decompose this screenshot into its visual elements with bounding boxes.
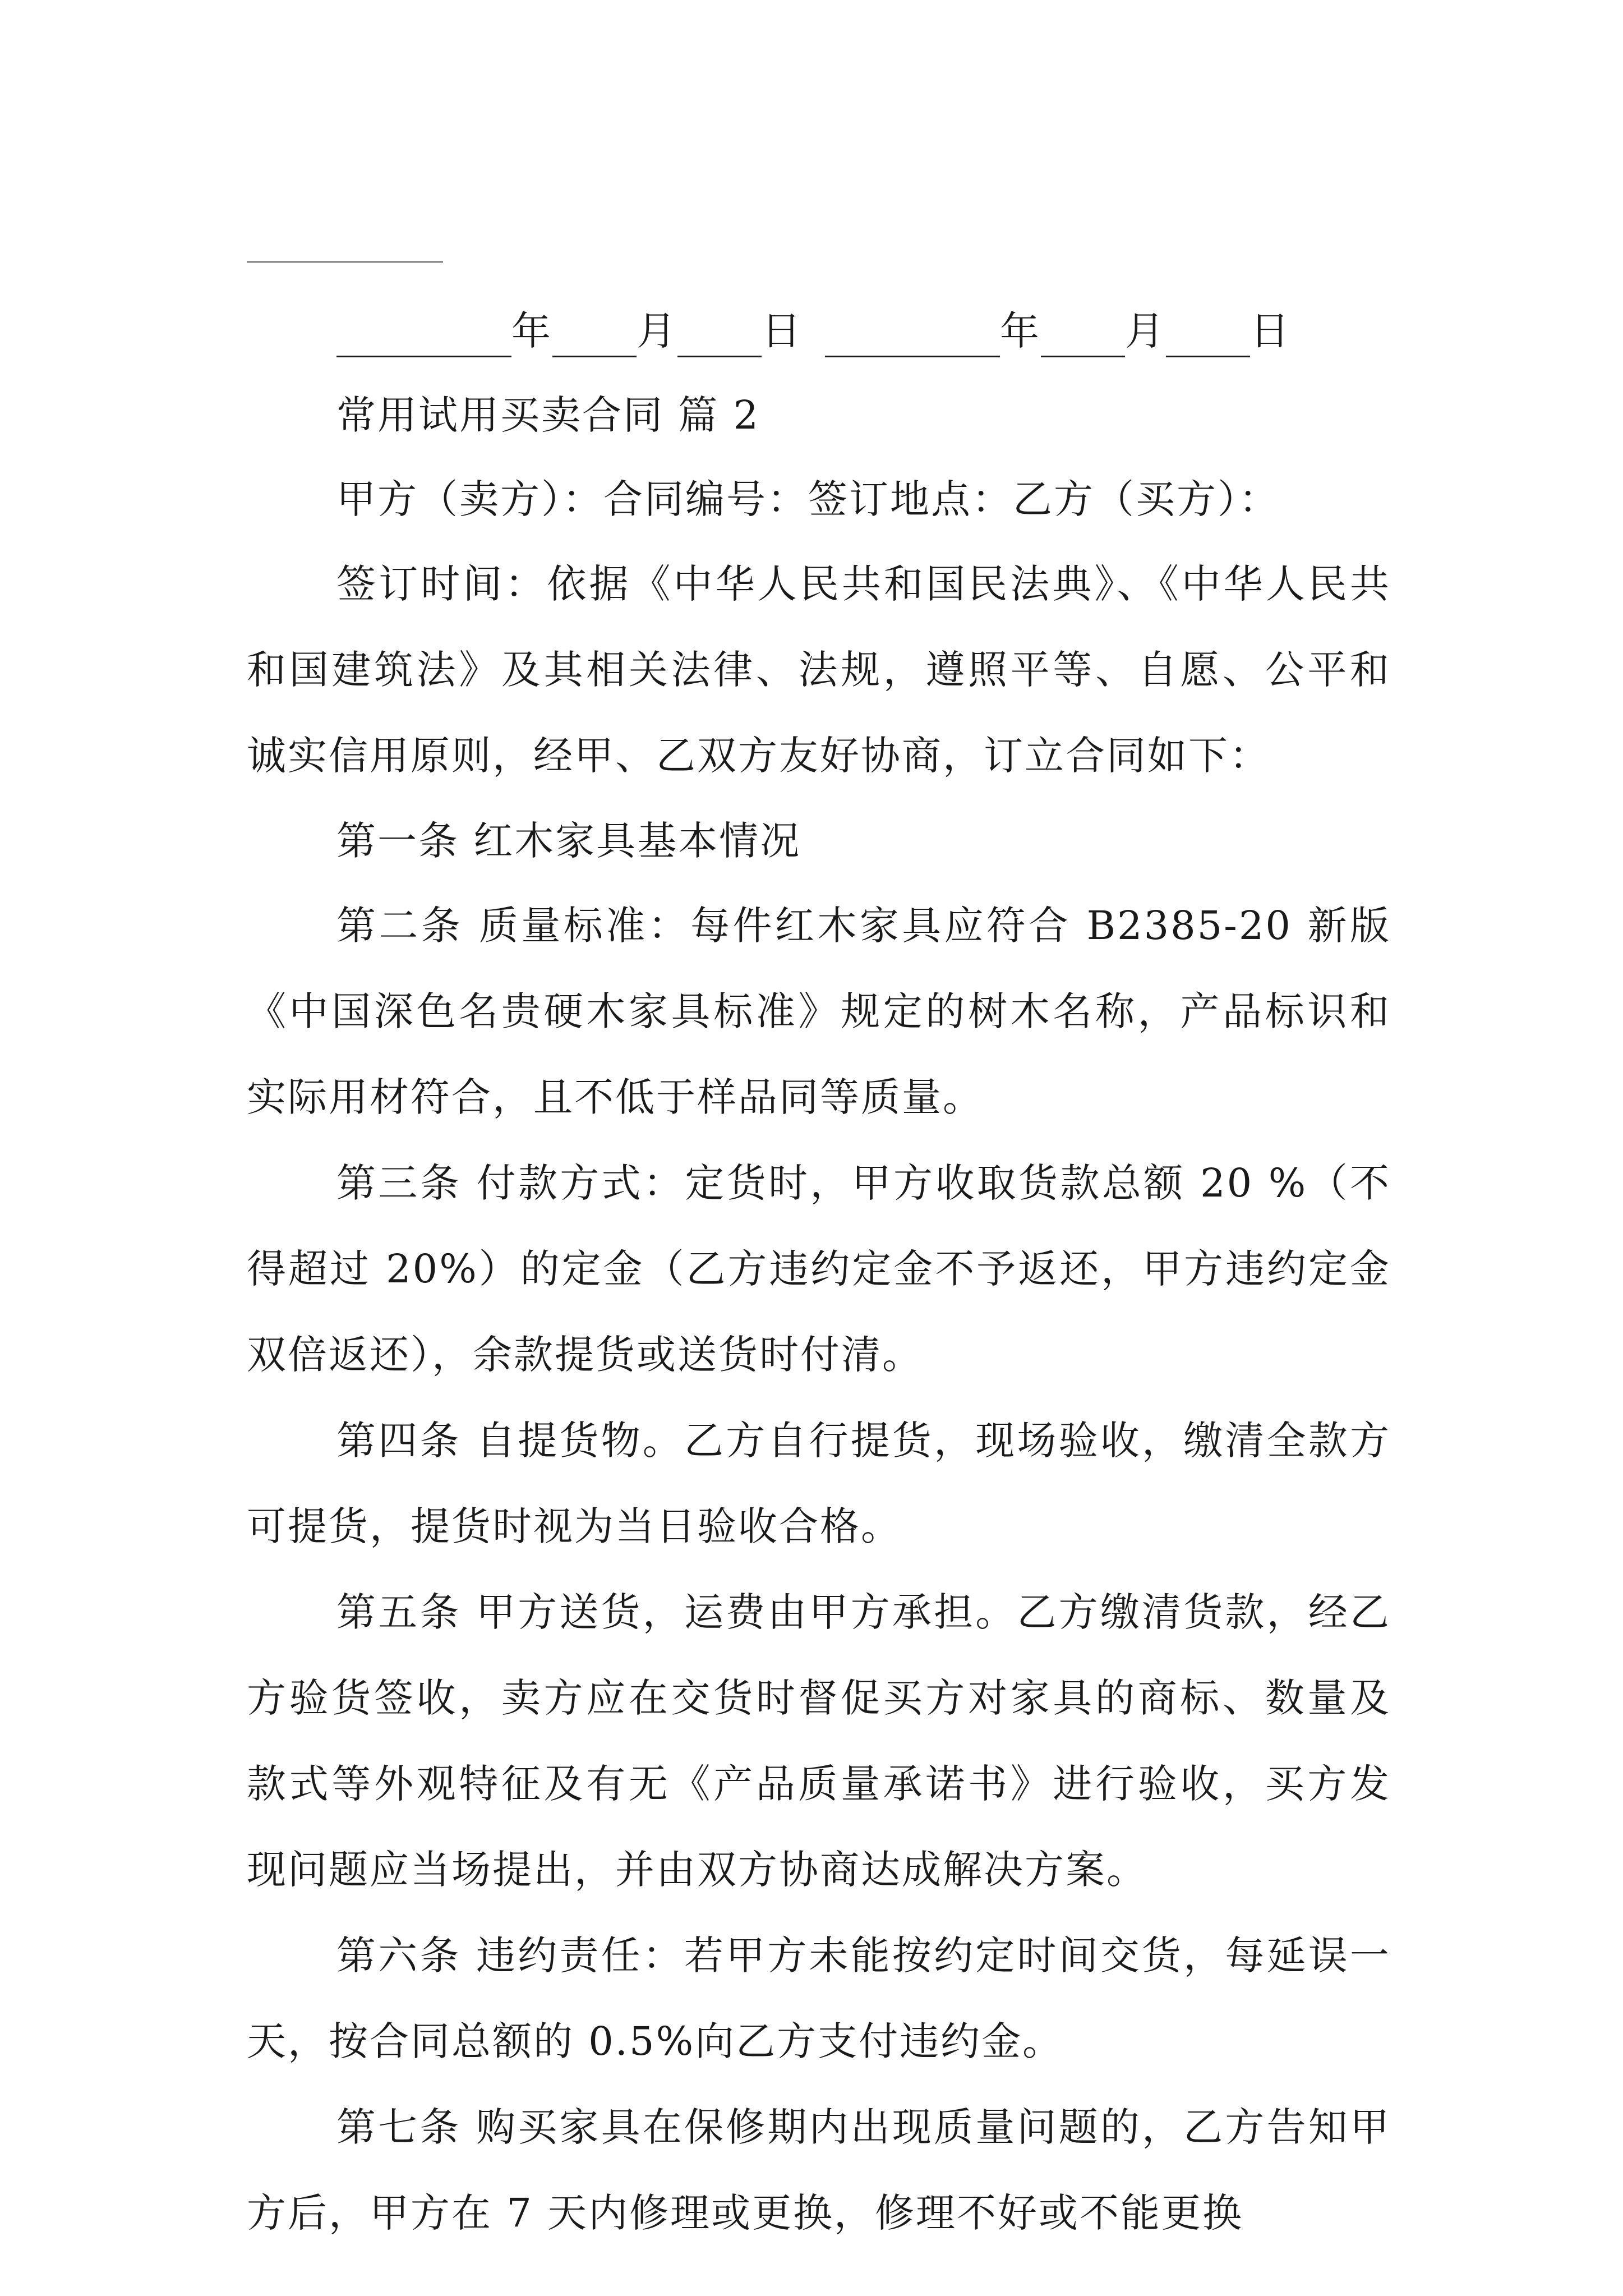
month-blank-1[interactable] — [552, 322, 637, 357]
date-row — [247, 289, 1391, 373]
intro-paragraph: 签订时间：依据《中华人民共和国民法典》、《中华人民共和国建筑法》及其相关法律、法规，遵照平等、自愿、公平和诚实信用原则，经甲、乙双方友好协商，订立合同如下： — [247, 561, 1391, 779]
article-6: 第六条 违约责任：若甲方未能按约定时间交货，每延误一天，按合同总额的 0.5%向乙方支付违约金。 — [247, 1932, 1391, 2064]
document-body — [247, 289, 1391, 2256]
article-7: 第七条 购买家具在保修期内出现质量问题的，乙方告知甲方后，甲方在 7 天内修理或更换，修理不好或不能更换 — [247, 2104, 1391, 2236]
month-blank-2[interactable] — [1041, 322, 1125, 357]
day-label-2: 日 — [1250, 308, 1291, 354]
document-title: 常用试用买卖合同 篇 2 — [336, 392, 760, 438]
article-4: 第四条 自提货物。乙方自行提货，现场验收，缴清全款方可提货，提货时视为当日验收合格。 — [247, 1418, 1391, 1549]
year-label-2: 年 — [1000, 308, 1041, 354]
article-1: 第一条 红木家具基本情况 — [336, 818, 801, 864]
month-label-2: 月 — [1125, 308, 1166, 354]
month-label-1: 月 — [637, 308, 677, 354]
signature-rule — [247, 261, 443, 263]
year-blank-2[interactable] — [825, 322, 1000, 357]
day-blank-2[interactable] — [1166, 322, 1250, 357]
article-3: 第三条 付款方式：定货时，甲方收取货款总额 20 %（不得超过 20%）的定金（乙方违约定金不予返还，甲方违约定金双倍返还），余款提货或送货时付清。 — [247, 1160, 1391, 1378]
day-label-1: 日 — [762, 308, 803, 354]
day-blank-1[interactable] — [677, 322, 762, 357]
parties-line: 甲方（卖方）：合同编号：签订地点：乙方（买方）： — [336, 476, 1280, 522]
article-2: 第二条 质量标准：每件红木家具应符合 B2385-20 新版《中国深色名贵硬木家具标准》规定的树木名称，产品标识和实际用材符合，且不低于样品同等质量。 — [247, 903, 1391, 1120]
year-blank-1[interactable] — [336, 322, 511, 357]
article-5: 第五条 甲方送货，运费由甲方承担。乙方缴清货款，经乙方验货签收，卖方应在交货时督促买方对家具的商标、数量及款式等外观特征及有无《产品质量承诺书》进行验收，买方发现问题应当场提出，并由双方协商达成解决方案。 — [247, 1589, 1391, 1893]
year-label-1: 年 — [511, 308, 552, 354]
